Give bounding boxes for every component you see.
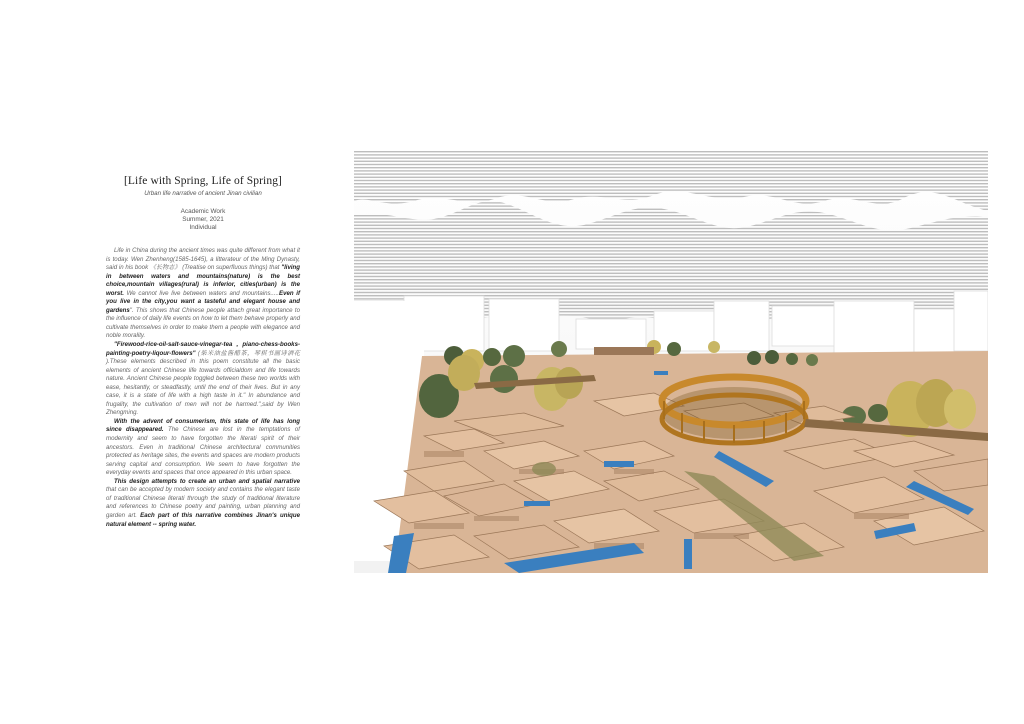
p3-text-a: The Chinese are lost in the temptations of modernity and seem to have forgotten the literati spirit of their ancestors. Even in traditional Chinese architectural communities protected as heritage sites, the events and spaces are modern products serving capital and consumption. We seem to have forgotten the everyday events and spaces that once appeared in this urban space.: [106, 426, 300, 477]
p1-bold-2: Even if you live in the city,you want a tasteful and elegant house and gardens: [106, 289, 300, 314]
project-subtitle: Urban life narrative of ancient Jinan civilian: [144, 190, 262, 197]
meta-type: Academic Work: [180, 208, 226, 215]
p4-bold-1: This design attempts to create an urban and spatial narrative: [114, 477, 300, 485]
p1-text-a: Life in China during the ancient times was quite different from what it is today. Wen Zhenheng(1585-1645), a litterateur of the Ming Dynasty, said in his book 《长物志》 (Treatise on superfluous things) that: [106, 247, 300, 272]
p1-text-c: We cannot live live between waters and mountains.....: [123, 289, 279, 297]
p4-text-a: that can be accepted by modern society and contains the elegant taste of traditional Chinese literati through the study of traditional literature and references to Chinese poetry and painting, urban planning and garden art.: [106, 486, 300, 519]
paragraph-1: [106, 247, 300, 341]
p4-bold-2: Each part of this narrative combines Jinan's unique natural element -- spring water.: [106, 511, 300, 528]
rendering-svg: [354, 151, 988, 573]
aerial-rendering: [354, 151, 988, 573]
meta-role: Individual: [189, 224, 217, 231]
paragraph-2: [106, 341, 300, 418]
p2-bold-1: "Firewood-rice-oil-salt-sauce-vinegar-tea , piano-chess-books-painting-poetry-liqour-flowers": [106, 341, 300, 357]
p1-text-d: ". This shows that Chinese people attach great importance to the influence of daily life events on how to let them behave properly and cultivate themselves in order to make them a people with elegance and noble morality.: [106, 306, 300, 340]
paragraph-3: [106, 418, 300, 478]
line-pattern-mountains: [354, 151, 988, 321]
p2-text-a: (柴米油盐酱醋茶，琴棋书画诗酒花 ).These elements described in this poem constitute all the basic elements of ancient Chinese life towards officialdom and life towards nature. Ancient Chinese people toggled between these two worlds with ease, hesitantly, or steadfastly, until the end of their lives. But in any case, it is a state of life with a high taste in it." In abundance and frugality, the cultivation of men will not be harmed.",said by Wen Zhengming.: [106, 349, 300, 417]
project-title: [Life with Spring, Life of Spring]: [124, 175, 282, 187]
text-column: [106, 175, 300, 529]
p3-bold-1: With the advent of consumerism, this state of life has long since disappeared.: [106, 417, 300, 434]
project-meta: [106, 208, 300, 232]
description-body: [106, 247, 300, 529]
p1-bold-1: "living in between waters and mountains(nature) is the best choice,mountain villages(rural) is inferior, cities(urban) is the worst.: [106, 264, 300, 297]
paragraph-4: [106, 478, 300, 529]
meta-date: Summer, 2021: [182, 216, 224, 223]
